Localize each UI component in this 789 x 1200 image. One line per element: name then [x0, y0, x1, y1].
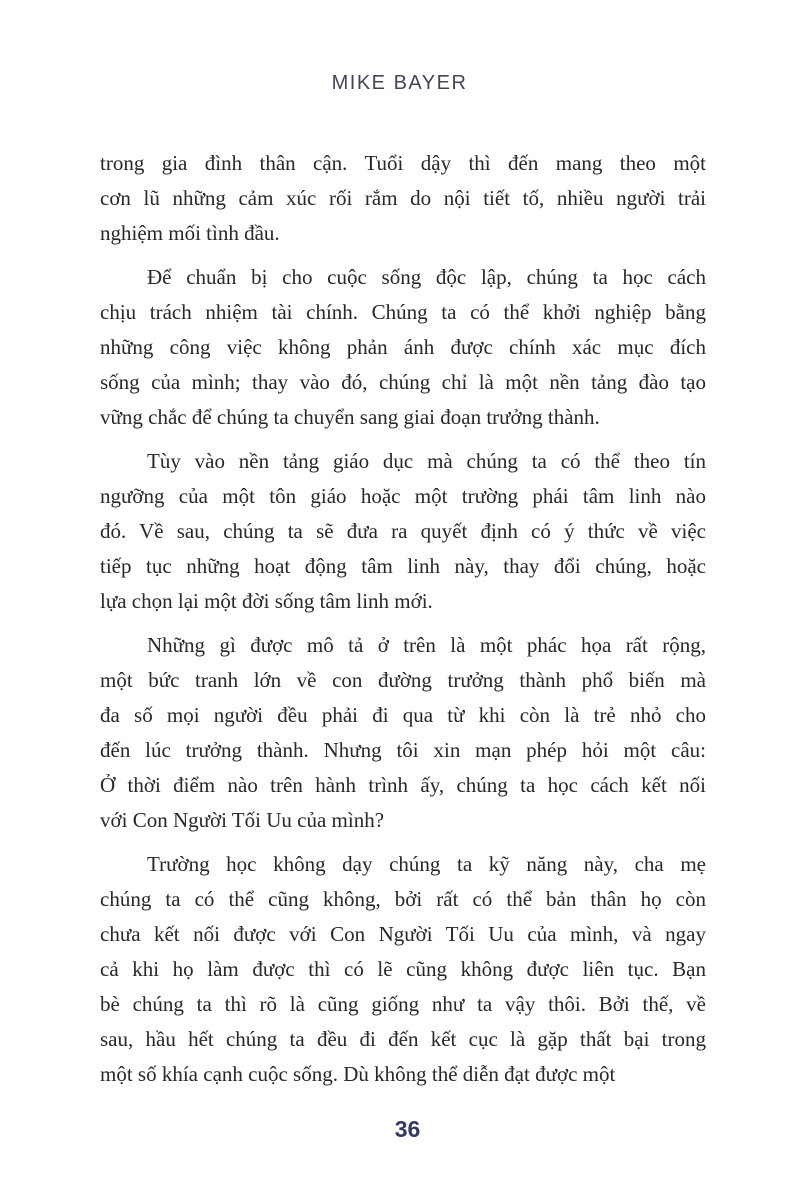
- running-header: MIKE BAYER: [331, 72, 468, 94]
- text-line: tiếp tục những hoạt động tâm linh này, thay đổi chúng, hoặc: [100, 554, 706, 578]
- text-line: Những gì được mô tả ở trên là một phác họa rất rộng,: [147, 633, 706, 657]
- text-line: một bức tranh lớn về con đường trưởng thành phổ biến mà: [100, 668, 706, 692]
- text-line: đó. Về sau, chúng ta sẽ đưa ra quyết định có ý thức về việc: [100, 519, 706, 543]
- text-line: chúng ta có thể cũng không, bởi rất có thể bản thân họ còn: [100, 887, 706, 911]
- text-line: sống của mình; thay vào đó, chúng chỉ là một nền tảng đào tạo: [100, 370, 706, 394]
- paragraph: [100, 260, 706, 435]
- paragraph: [100, 146, 706, 251]
- text-line: cơn lũ những cảm xúc rối rắm do nội tiết tố, nhiều người trải: [100, 186, 706, 210]
- paragraph: [100, 847, 706, 1092]
- text-line: sau, hầu hết chúng ta đều đi đến kết cục là gặp thất bại trong: [100, 1027, 706, 1051]
- text-line: Tùy vào nền tảng giáo dục mà chúng ta có thể theo tín: [147, 449, 706, 473]
- text-line: cả khi họ làm được thì có lẽ cũng không được liên tục. Bạn: [100, 957, 706, 981]
- text-line: bè chúng ta thì rõ là cũng giống như ta vậy thôi. Bởi thế, về: [100, 992, 706, 1016]
- text-line: Để chuẩn bị cho cuộc sống độc lập, chúng ta học cách: [147, 265, 706, 289]
- text-line: chưa kết nối được với Con Người Tối Uu của mình, và ngay: [100, 922, 706, 946]
- text-line: trong gia đình thân cận. Tuổi dậy thì đến mang theo một: [100, 151, 706, 175]
- text-line: vững chắc để chúng ta chuyển sang giai đoạn trưởng thành.: [100, 405, 600, 429]
- text-line: lựa chọn lại một đời sống tâm linh mới.: [100, 589, 433, 613]
- text-line: ngưỡng của một tôn giáo hoặc một trường phái tâm linh nào: [100, 484, 706, 508]
- text-line: đa số mọi người đều phải đi qua từ khi còn là trẻ nhỏ cho: [100, 703, 706, 727]
- text-line: với Con Người Tối Uu của mình?: [100, 808, 385, 832]
- text-line: chịu trách nhiệm tài chính. Chúng ta có thể khởi nghiệp bằng: [100, 300, 706, 324]
- page-number: 36: [394, 1116, 421, 1142]
- body-text: [100, 146, 706, 1101]
- paragraph: [100, 628, 706, 838]
- text-line: một số khía cạnh cuộc sống. Dù không thể diễn đạt được một: [100, 1062, 616, 1086]
- text-line: nghiệm mối tình đầu.: [100, 221, 280, 245]
- text-line: những công việc không phản ánh được chính xác mục đích: [100, 335, 706, 359]
- paragraph: [100, 444, 706, 619]
- text-line: đến lúc trưởng thành. Nhưng tôi xin mạn phép hỏi một câu:: [100, 738, 706, 762]
- text-line: Trường học không dạy chúng ta kỹ năng này, cha mẹ: [147, 852, 706, 876]
- text-line: Ở thời điểm nào trên hành trình ấy, chúng ta học cách kết nối: [100, 773, 706, 797]
